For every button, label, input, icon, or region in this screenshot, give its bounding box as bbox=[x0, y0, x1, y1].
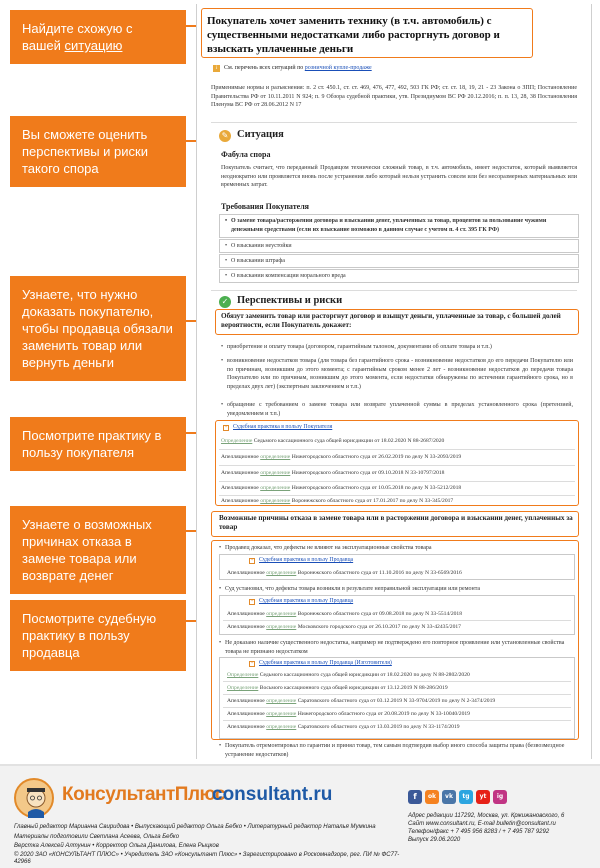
refusal-reason: • Продавец доказал, что дефекты не влияют на эксплуатационные свойства товара bbox=[225, 544, 571, 553]
vk-icon[interactable]: vk bbox=[442, 790, 456, 804]
situation-icon: ✎ bbox=[219, 130, 231, 142]
seller-practice-link[interactable]: Судебная практика в пользу Продавца (Изготовителя) bbox=[259, 660, 392, 666]
judgment-row[interactable]: Апелляционное определение Саратовского областного суда от 03.12.2019 N 33-9704/2019 по делу N 2-3474/2019 bbox=[227, 698, 496, 704]
fabula-title: Фабула спора bbox=[221, 150, 271, 159]
callout-proof: Узнаете, что нужно доказать покупателю, чтобы продавца обязали заменить товар или вернуть деньги bbox=[10, 276, 186, 381]
refusal-reason: • Покупатель отремонтировал по гарантии и принял товар, тем самым подтвердив выбор иного способа защиты права (безвозмездное устранение недостатков) bbox=[225, 742, 571, 759]
seller-practice-link[interactable]: Судебная практика в пользу Продавца bbox=[259, 598, 354, 604]
refusal-header: Возможные причины отказа в замене товара или в расторжении договора и взыскании денег, уплаченных за товар bbox=[219, 514, 573, 531]
refusal-reason: • Суд установил, что дефекты товара возникли в результате неправильной эксплуатации или ремонта bbox=[225, 585, 571, 594]
footer-contact-line: Сайт www.consultant.ru, E-mail bulletin@consultant.ru bbox=[408, 821, 556, 827]
expand-icon[interactable]: + bbox=[250, 661, 254, 666]
info-icon: i bbox=[213, 65, 220, 72]
callout-find-situation: Найдите схожую с вашей ситуацию bbox=[10, 10, 186, 64]
risks-item: • возникновение недостатков товара (для товара без гарантийного срока - возникновение недостатков до его передачи Покупателю или по причинам, возникшим до этого момента; с гарантийным сроком менее 2 лет - возникновение недостатков до передачи товара Покупателю или по причинам, возникшим до этого момента, если недостатки обнаружены по истечении гарантийного срока, но в пределах двух лет) (экспертным заключением и т.п.) bbox=[227, 357, 573, 391]
divider bbox=[223, 694, 571, 695]
judgment-row[interactable]: Апелляционное определение Воронежского областного суда от 09.08.2018 по делу N 33-5514/2018 bbox=[227, 611, 463, 617]
footer-contact-line: Телефон/факс + 7 495 956 8283 / + 7 495 787 9292 bbox=[408, 829, 550, 835]
judgment-row[interactable]: Апелляционное определение Нижегородского областного суда от 09.10.2018 N 33-10797/2018 bbox=[221, 470, 445, 476]
expand-icon[interactable]: + bbox=[224, 425, 228, 430]
callout-refusal: Узнаете о возможных причинах отказа в замене товара или возврате денег bbox=[10, 506, 186, 594]
footer-contact-line: Выпуск 29.06.2020 bbox=[408, 837, 461, 843]
judgment-row[interactable]: Апелляционное определение Воронежского областного суда от 17.01.2017 по делу N 33-345/2017 bbox=[221, 498, 454, 504]
fabula-text: Покупатель считает, что переданный Продавцом технически сложный товар, в т.ч. автомобиль, имеет недостаток, который выявляется неоднократно или проявляется вновь после устранения либо который нельзя устранить совсем или без несоразмерных материальных или временных затрат. bbox=[221, 165, 577, 188]
judgment-row[interactable]: Апелляционное определение Воронежского областного суда от 11.10.2016 по делу N 33-6569/2016 bbox=[227, 570, 462, 576]
footer-credits-line: © 2020 ЗАО «КОНСУЛЬТАНТ ПЛЮС» • Учредитель ЗАО «Консультант Плюс» • Зарегистрировано в Роскомнадзоре, рег. ПИ № ФС77-42966 bbox=[14, 852, 400, 865]
document-title: Покупатель хочет заменить технику (в т.ч. автомобиль) с существенными недостатками либо расторгнуть договор и взыскать уплаченные деньги bbox=[207, 15, 500, 55]
footer-credits-line: Главный редактор Марианна Свиридова • Выпускающий редактор Ольга Бебко • Литературный редактор Наталья Мумкина bbox=[14, 824, 376, 830]
brand-name: КонсультантПлюс bbox=[62, 784, 226, 805]
risks-item: • обращение с требованием о замене товара или возврате уплаченной суммы в пределах установленного срока (претензией, уведомлением и т.п.) bbox=[227, 401, 573, 418]
footer-credits-line: Материалы подготовили Светлана Асеева, Ольга Бебко bbox=[14, 834, 180, 840]
divider bbox=[211, 122, 577, 123]
telegram-icon[interactable]: tg bbox=[459, 790, 473, 804]
refusal-reason: • Не доказано наличие существенного недостатка, например не подтверждено его повторное проявление или установленные свойства товара не признано недостатком bbox=[225, 639, 571, 656]
consultant-logo-icon bbox=[14, 778, 54, 818]
judgment-row[interactable]: Апелляционное определение Нижегородского областного суда от 26.02.2019 по делу N 33-2093/2019 bbox=[221, 454, 462, 460]
facebook-icon[interactable]: f bbox=[408, 790, 422, 804]
divider bbox=[223, 620, 571, 621]
risks-icon: ✓ bbox=[219, 296, 231, 308]
odnoklassniki-icon[interactable]: ok bbox=[425, 790, 439, 804]
risks-title: Перспективы и риски bbox=[237, 295, 343, 306]
divider bbox=[223, 707, 571, 708]
expand-icon[interactable]: + bbox=[250, 558, 254, 563]
callout-buyer-practice: Посмотрите практику в пользу покупателя bbox=[10, 417, 186, 471]
divider bbox=[219, 481, 575, 482]
instagram-icon[interactable]: ig bbox=[493, 790, 507, 804]
divider bbox=[223, 720, 571, 721]
demand-item: • О взыскании штрафа bbox=[231, 257, 285, 266]
callout-seller-practice: Посмотрите судебную практику в пользу продавца bbox=[10, 600, 186, 671]
youtube-icon[interactable]: yt bbox=[476, 790, 490, 804]
divider bbox=[219, 465, 575, 466]
see-also: i См. перечень всех ситуаций по розничной купле-продаже bbox=[213, 64, 372, 73]
divider bbox=[219, 495, 575, 496]
seller-practice-link[interactable]: Судебная практика в пользу Продавца bbox=[259, 557, 354, 563]
judgment-row[interactable]: Апелляционное определение Нижегородского областного суда от 20.08.2019 по делу N 33-10040/2019 bbox=[227, 711, 470, 717]
demand-item: • О взыскании компенсации морального вреда bbox=[231, 272, 346, 281]
judgment-row[interactable]: Апелляционное определение Нижегородского областного суда от 10.05.2018 по делу N 33-5212/2018 bbox=[221, 485, 462, 491]
judgment-row[interactable]: Определение Седьмого кассационного суда общей юрисдикции от 18.02.2020 по делу N 88-2802/2020 bbox=[227, 672, 470, 678]
risks-item: • приобретение и оплату товара (договором, гарантийным талоном, документами об оплате товара и т.п.) bbox=[227, 343, 573, 352]
divider bbox=[211, 290, 577, 291]
expand-icon[interactable]: + bbox=[250, 599, 254, 604]
buyer-practice-link[interactable]: Судебная практика в пользу Покупателя bbox=[233, 424, 333, 430]
brand-url[interactable]: consultant.ru bbox=[212, 784, 333, 805]
mascot-icon bbox=[16, 780, 56, 820]
footer-contact-line: Адрес редакции 117292, Москва, ул. Кржижановского, 6 bbox=[408, 813, 565, 819]
demand-item: • О замене товара/расторжении договора и взыскании денег, уплаченных за товар, процентов за пользование чужими денежными средствами (если их взыскание возможно в данном случае с учетом п. 4 ст. 395 ГК РФ) bbox=[231, 217, 575, 234]
callout-risks: Вы сможете оценить перспективы и риски такого спора bbox=[10, 116, 186, 187]
divider bbox=[219, 449, 575, 450]
demands-title: Требования Покупателя bbox=[221, 202, 310, 211]
situation-title: Ситуация bbox=[237, 129, 284, 140]
see-also-link[interactable]: розничной купле-продаже bbox=[304, 65, 372, 71]
footer-credits-line: Верстка Алексей Алтунин • Корректор Ольга Данилова, Елена Рыцков bbox=[14, 843, 219, 849]
situation-link[interactable]: ситуацию bbox=[64, 38, 123, 53]
demand-item: • О взыскании неустойки bbox=[231, 242, 292, 251]
document-page bbox=[196, 4, 592, 759]
buyer-practice-highlight bbox=[215, 420, 579, 506]
judgment-row[interactable]: Апелляционное определение Саратовского областного суда от 13.03.2019 по делу N 33-1174/2019 bbox=[227, 724, 460, 730]
judgment-row[interactable]: Определение Седьмого кассационного суда общей юрисдикции от 18.02.2020 N 88-2687/2020 bbox=[221, 438, 445, 444]
judgment-row[interactable]: Апелляционное определение Московского городского суда от 26.10.2017 по делу N 33-42435/2017 bbox=[227, 624, 461, 630]
divider bbox=[223, 681, 571, 682]
risks-header: Обязут заменить товар или расторгнут договор и взыщут деньги, уплаченные за товар, с большей долей вероятности, если Покупатель докажет: bbox=[221, 312, 561, 329]
judgment-row[interactable]: Определение Восьмого кассационного суда общей юрисдикции от 13.12.2019 N 88-286/2019 bbox=[227, 685, 448, 691]
applicable-norms: Применимые нормы и разъяснения: п. 2 ст. 450.1, ст. ст. 469, 476, 477, 492, 503 ГК РФ; ст. ст. 18, 19, 21 - 23 Закона о ЗПП; Постановление Правительства РФ от 10.11.2011 N 924; п. 9 Обзора судебной практики, утв. Президиумом ВС РФ 20.12.2016; п. п. 13, 28, 38 Постановления Пленума ВС РФ от 28.06.2012 N 17 bbox=[211, 85, 577, 108]
